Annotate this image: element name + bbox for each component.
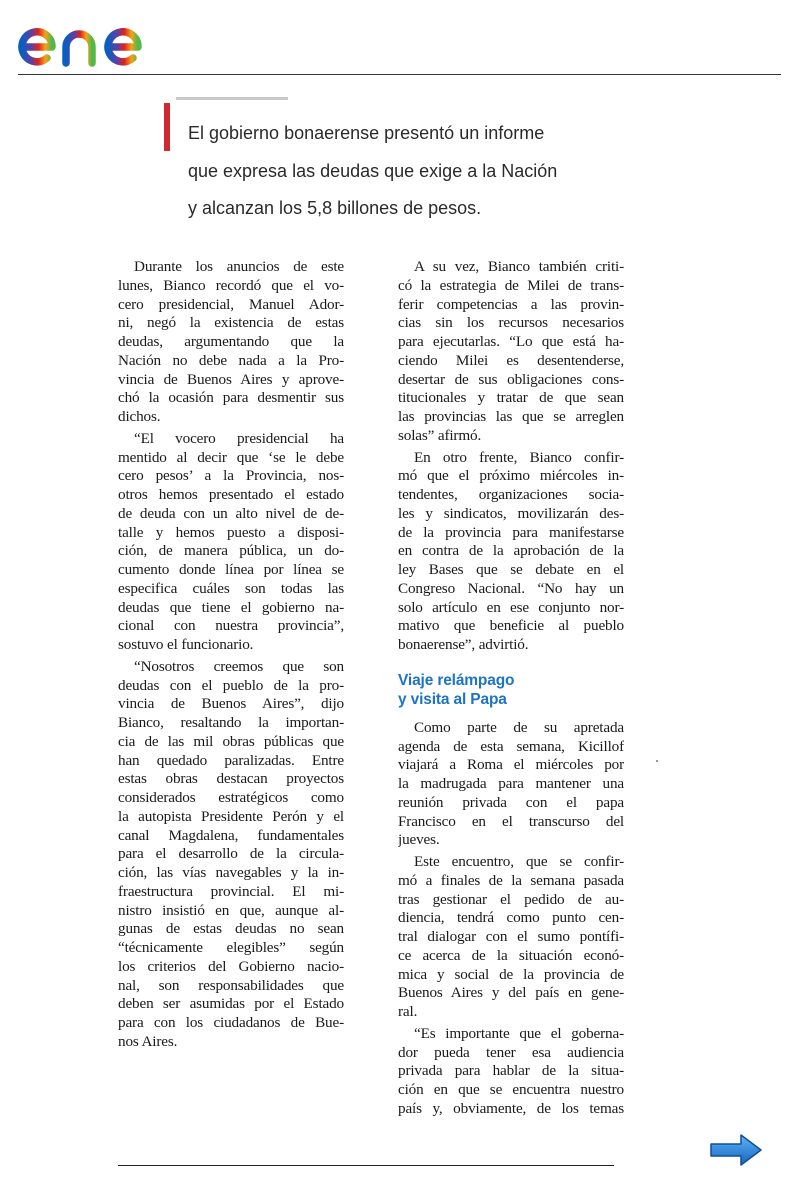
pull-quote-accent-bar — [164, 103, 170, 151]
text-line: los criterios del Gobierno nacio- — [118, 957, 344, 975]
section-subheading — [398, 671, 624, 709]
text-line: Buenos Aires y del país en gene- — [398, 984, 624, 1002]
text-line: ción, las vías navegables y la in- — [118, 864, 344, 881]
stray-dot — [656, 760, 658, 762]
text-line: Este encuentro, que se confir- — [414, 853, 624, 870]
text-line: deben ser asumidas por el Estado — [118, 995, 344, 1013]
text-line: mica y social de la provincia de — [398, 965, 624, 983]
text-line: deudas, argumentando que la — [118, 333, 344, 350]
text-line: “Es importante que el goberna- — [414, 1024, 624, 1042]
text-line: tendentes, organizaciones socia- — [398, 486, 624, 503]
text-line: “El vocero presidencial ha — [134, 429, 344, 447]
text-line: titucionales y tratar de que sean — [398, 389, 624, 407]
text-line: han quedado paralizadas. Entre — [118, 751, 344, 769]
text-line: deudas con el pueblo de la pro- — [118, 676, 344, 694]
text-line: chó la ocasión para desmentir sus — [118, 389, 344, 407]
text-line: gunas de estas deudas no sean — [118, 920, 344, 938]
text-line: canal Magdalena, fundamentales — [118, 826, 344, 844]
arrow-right-icon[interactable] — [708, 1133, 764, 1167]
pull-quote-line: que expresa las deudas que exige a la Nación — [188, 160, 558, 181]
article-column-right — [398, 258, 624, 1119]
subheading-line: Viaje relámpago — [398, 671, 515, 689]
article-column-left — [118, 258, 344, 1052]
text-line: ción en que se encuentra nuestro — [398, 1081, 624, 1098]
text-line: cumento donde línea por línea se — [118, 561, 344, 578]
text-line: nos Aires. — [118, 1032, 178, 1050]
text-line: mó a finales de la semana pasada — [398, 871, 624, 889]
text-line: Como parte de su apretada — [414, 718, 624, 736]
text-line: solas” afirmó. — [398, 426, 482, 444]
text-line: ciendo Milei es desentenderse, — [398, 351, 624, 369]
text-line: para con los ciudadanos de Bue- — [118, 1014, 344, 1031]
text-line: vincia de Buenos Aires y aprove- — [118, 370, 344, 388]
text-line: ni, negó la existencia de estas — [118, 314, 344, 332]
text-line: Francisco en el transcurso del — [398, 812, 624, 830]
text-line: bonaerense”, advirtió. — [398, 636, 529, 653]
text-line: “técnicamente elegibles” según — [118, 939, 344, 956]
text-line: deudas que tiene el gobierno na- — [118, 598, 344, 616]
text-line: la autopista Presidente Perón y el — [118, 807, 344, 825]
text-line: lunes, Bianco recordó que el vo- — [118, 276, 344, 294]
text-line: las provincias las que se arreglen — [398, 408, 624, 425]
subheading-line: y visita al Papa — [398, 690, 507, 708]
text-line: En otro frente, Bianco confir- — [414, 448, 624, 466]
text-line: nistro insistió en que, aunque al- — [118, 901, 344, 919]
text-line: ce acerca de la situación econó- — [398, 946, 624, 964]
text-line: cional con nuestra provincia”, — [118, 617, 344, 635]
text-line: talle y hemos puesto a disposi- — [118, 523, 344, 541]
text-line: ley Bases que se debate en el — [398, 561, 624, 578]
text-line: cero pesos’ a la Provincia, nos- — [118, 467, 344, 485]
text-line: ferir competencias a las provin- — [398, 295, 624, 313]
text-line: en contra de la aprobación de la — [398, 542, 624, 560]
text-line: cias sin los recursos necesarios — [398, 314, 624, 332]
text-line: ral. — [398, 1003, 418, 1020]
pull-quote-text — [188, 115, 557, 228]
text-line: fraestructura provincial. El mi- — [118, 882, 344, 900]
text-line: dichos. — [118, 408, 161, 425]
text-line: viajará a Roma el miércoles por — [398, 756, 624, 774]
text-line: para ejecutarlas. “Lo que está ha- — [398, 333, 624, 350]
text-line: considerados estratégicos como — [118, 789, 344, 806]
text-line: mativo que beneficie al pueblo — [398, 617, 624, 635]
text-line: diencia, tendrá como punto cen- — [398, 909, 624, 927]
pull-quote-line: y alcanzan los 5,8 billones de pesos. — [188, 198, 482, 218]
text-line: cero presidencial, Manuel Ador- — [118, 295, 344, 313]
text-line: tral dialogar con el sumo pontífi- — [398, 928, 624, 945]
text-line: de deuda con un alto nivel de de- — [118, 504, 344, 522]
text-line: tras gestionar el pedido de au- — [398, 890, 624, 908]
pull-quote-line: El gobierno bonaerense presentó un informe — [188, 123, 545, 143]
text-line: para el desarrollo de la circula- — [118, 845, 344, 863]
text-line: có la estrategia de Milei de trans- — [398, 276, 624, 294]
text-line: mó que el próximo miércoles in- — [398, 467, 624, 485]
text-line: Congreso Nacional. “No hay un — [398, 579, 624, 597]
text-line: nal, son responsabilidades que — [118, 976, 344, 994]
text-line: reunión privada con el papa — [398, 793, 624, 811]
text-line: desertar de sus obligaciones cons- — [398, 370, 624, 388]
text-line: A su vez, Bianco también criti- — [414, 258, 624, 275]
text-line: solo artículo en ese conjunto nor- — [398, 598, 624, 616]
text-line: “Nosotros creemos que son — [134, 657, 344, 675]
pull-quote — [164, 97, 624, 227]
text-line: vincia de Buenos Aires”, dijo — [118, 695, 344, 713]
text-line: Bianco, resaltando la importan- — [118, 714, 344, 731]
text-line: ción, de manera pública, un do- — [118, 542, 344, 560]
text-line: les y sindicatos, movilizarán des- — [398, 504, 624, 522]
header-rule — [18, 74, 781, 75]
text-line: otros hemos presentado el estado — [118, 486, 344, 503]
text-line: mentido al decir que ‘se le debe — [118, 448, 344, 466]
text-line: sostuvo el funcionario. — [118, 636, 254, 653]
text-line: la madrugada para mantener una — [398, 775, 624, 792]
text-line: Durante los anuncios de este — [134, 258, 344, 275]
text-line: dor pueda tener esa audiencia — [398, 1043, 624, 1061]
text-line: privada para hablar de la situa- — [398, 1062, 624, 1080]
text-line: país y, obviamente, de los temas — [398, 1099, 624, 1117]
text-line: estas obras destacan proyectos — [118, 770, 344, 788]
text-line: de la provincia para manifestarse — [398, 523, 624, 541]
text-line: especifica cuáles son todas las — [118, 579, 344, 597]
enel-logo — [14, 6, 184, 72]
text-line: cia de las mil obras públicas que — [118, 732, 344, 750]
text-line: Nación no debe nada a la Pro- — [118, 351, 344, 369]
pull-quote-top-rule — [176, 97, 288, 100]
text-line: agenda de esta semana, Kicillof — [398, 737, 624, 755]
text-line: jueves. — [398, 831, 440, 849]
footer-rule — [118, 1165, 614, 1166]
